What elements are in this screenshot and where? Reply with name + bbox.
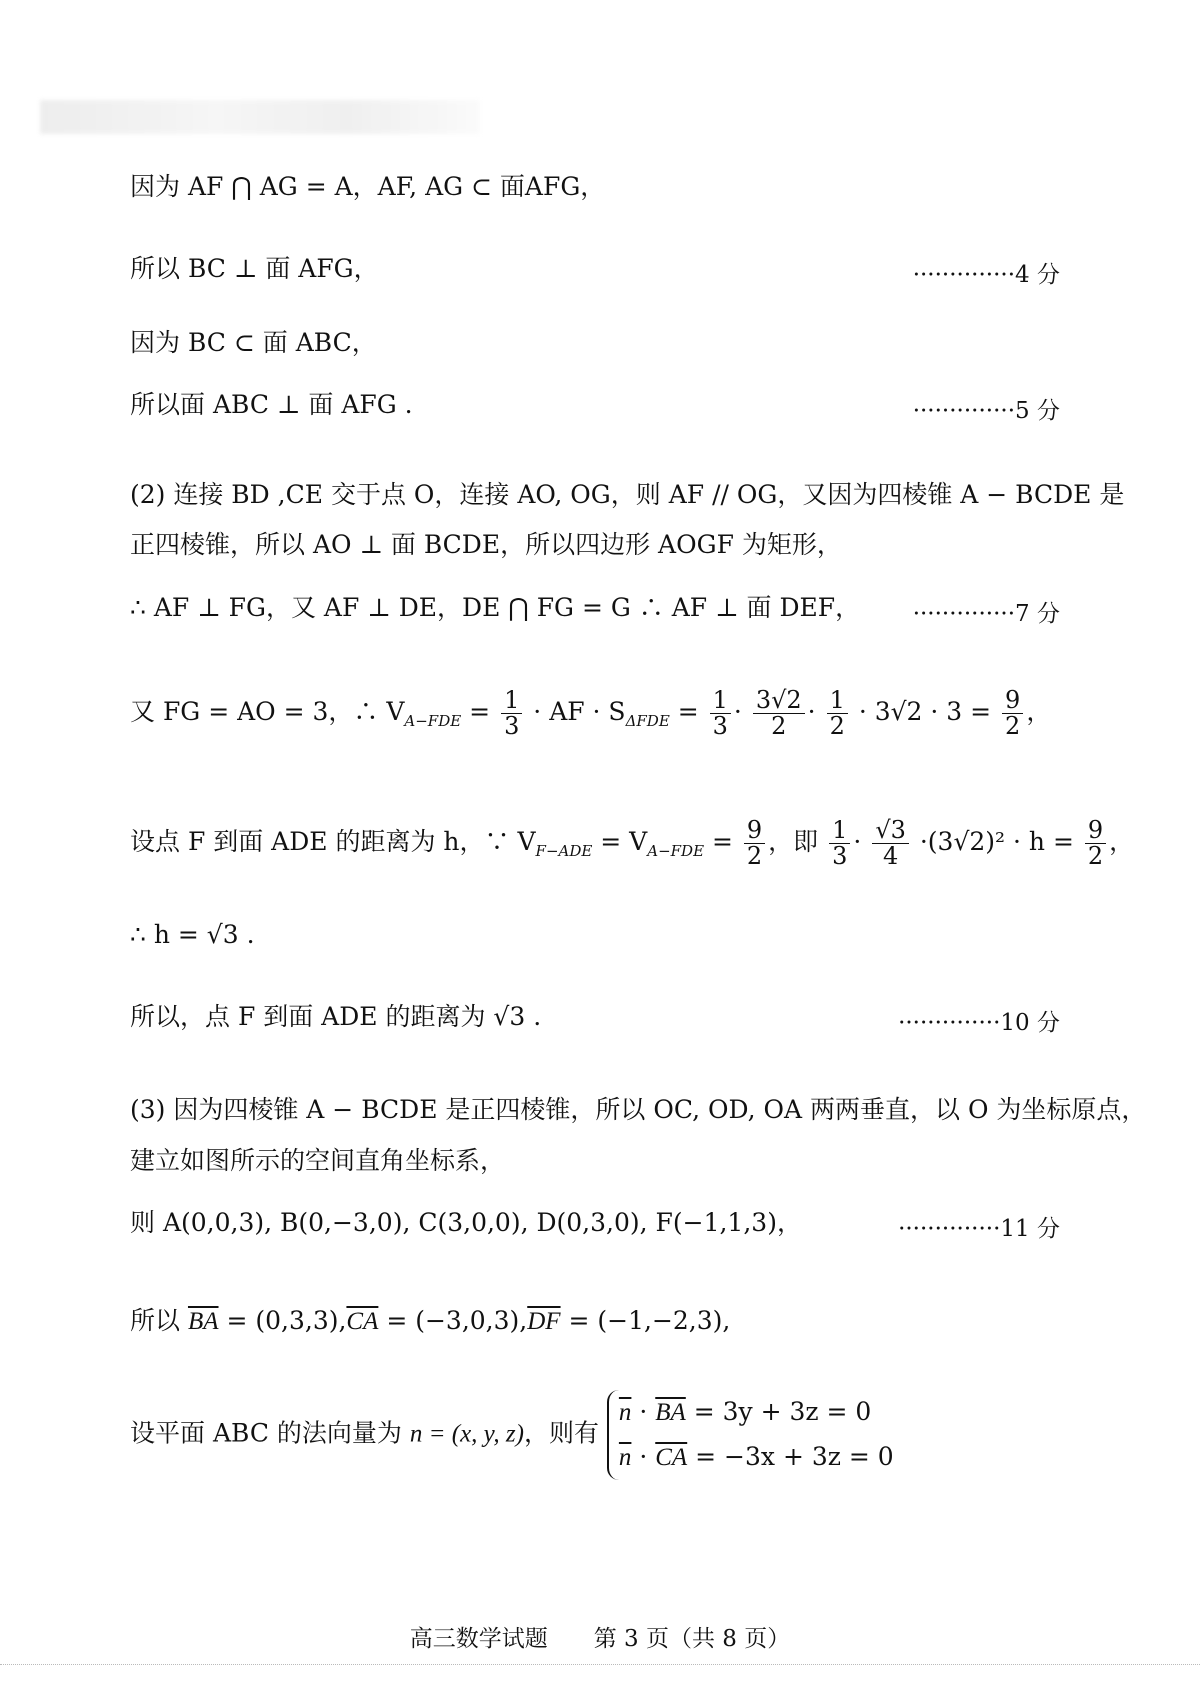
l9-prefix: 设点 F 到面 ADE 的距离为 h，∵ V [130,827,536,857]
line-9-distance: 设点 F 到面 ADE 的距离为 h，∵ $V_{F-ADE} = V_{A-FDE}$ = $\frac{9}{2}$ ，即 $\frac{1}{3}$ · $\frac{√3}{4}$ ·(3√2)² · h = $\frac{9}{2}$ ， [130,816,1135,871]
fraction-g4: $\frac{9}{2}$ [1085,818,1106,869]
score-11: ··············11 分 [898,1216,1060,1242]
line-7: ∴ AF ⊥ FG，又 AF ⊥ DE，DE ⋂ FG = G ∴ AF ⊥ 面 DEF， [130,593,861,622]
line-5: (2) 连接 BD ,CE 交于点 O，连接 AO, OG，则 AF // OG，又因为四棱锥 A − BCDE 是 [130,480,1125,509]
fraction-g1: $\frac{1}{3}$ [829,818,850,869]
line-8-volume: 又 FG = AO = 3，∴ $V_{A-FDE}$ = $\frac{1}{3}$ · AF · $S_{\Delta FDE}$ = $\frac{1}{3}$ · $\frac{3√2}{2}$ · $\frac{1}{2}$ · 3√2 · 3 = $\frac{9}{2}$ ， [130,686,1052,741]
line-6: 正四棱锥，所以 AO ⊥ 面 BCDE，所以四边形 AOGF 为矩形， [130,530,842,559]
footer-rule [0,1664,1200,1665]
page-footer: 高三数学试题 第 3 页（共 8 页） [409,1626,791,1652]
line-10: ∴ h = √3 . [130,920,255,949]
l8-sub: A−FDE [404,712,462,731]
l8-prefix: 又 FG = AO = 3，∴ V [130,697,405,727]
score-5: ··············5 分 [912,398,1060,424]
line-11: 所以，点 F 到面 ADE 的距离为 √3 . [130,1002,542,1031]
line-1: 因为 AF ⋂ AG = A，AF, AG ⊂ 面AFG， [130,172,606,201]
line-2: 所以 BC ⊥ 面 AFG， [130,254,379,283]
line-12: (3) 因为四棱锥 A − BCDE 是正四棱锥，所以 OC, OD, OA 两两垂直，以 O 为坐标原点， [130,1095,1147,1124]
fraction-r1: $\frac{1}{3}$ [710,688,731,739]
fraction-1-3: $\frac{1}{3}$ [501,688,522,739]
s-sub: ΔFDE [625,712,670,731]
score-10: ··············10 分 [898,1010,1060,1036]
line-15-vectors: 所以 $\overline{BA} = (0,3,3),\overline{CA} = (-3,0,3),\overline{DF} = (-1,-2,3)$, [130,1306,731,1335]
fraction-9-2-a: $\frac{9}{2}$ [744,818,765,869]
line-13: 建立如图所示的空间直角坐标系， [130,1146,506,1175]
line-3: 因为 BC ⊂ 面 ABC， [130,328,377,357]
equation-system: $\overline{n} \cdot \overline{BA} = 3y + 3z = 0$ $\overline{n} \cdot \overline{CA} = -3x + 3z = 0$ [607,1390,894,1480]
line-16-normal: 设平面 ABC 的法向量为 n = (x, y, z)，则有 $\overline{n} \cdot \overline{BA} = 3y + 3z = 0$ $\overline{n} \cdot \overline{CA} = -3x + 3z = 0$ [130,1390,894,1480]
fraction-r5: $\frac{9}{2}$ [1002,688,1023,739]
r4: · 3√2 · 3 = [858,697,992,727]
fraction-r3: $\frac{1}{2}$ [827,688,848,739]
eq-a: = [469,697,491,727]
line-14: 则 A(0,0,3), B(0,−3,0), C(3,0,0), D(0,3,0), F(−1,1,3)， [130,1208,802,1237]
eq-b: = [677,697,699,727]
score-4: ··············4 分 [912,262,1060,288]
fraction-g2: $\frac{√3}{4}$ [872,818,909,869]
af-s: · AF · S [533,697,626,727]
fraction-r2: $\frac{3√2}{2}$ [753,688,805,739]
line-4: 所以面 ABC ⊥ 面 AFG . [130,390,413,419]
score-7: ··············7 分 [912,601,1060,627]
blurred-header [40,100,480,134]
